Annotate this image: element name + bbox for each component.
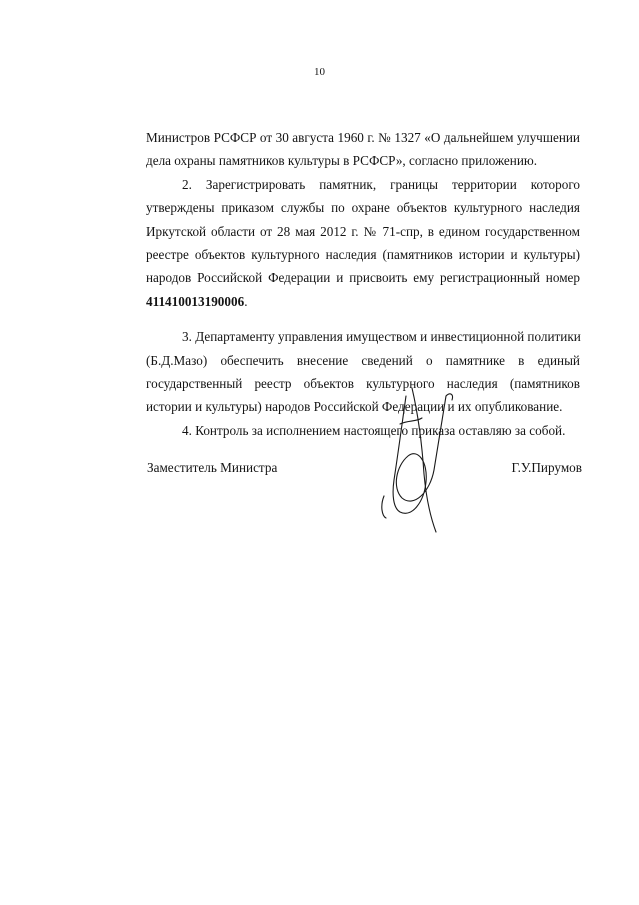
text-line: Иркутской области от 28 мая 2012 г. № 71-спр, в едином государственном — [146, 223, 580, 239]
text-line: народов Российской Федерации и присвоить ему регистрационный номер — [146, 270, 580, 286]
text-line: (Б.Д.Мазо) обеспечить внесение сведений о памятнике в единый — [146, 352, 580, 368]
text-line: государственный реестр объектов культурного наследия (памятников — [146, 376, 580, 392]
paragraph-1 — [146, 126, 580, 173]
text-line: 2. Зарегистрировать памятник, границы территории которого — [182, 176, 580, 192]
text-line: 3. Департаменту управления имуществом и инвестиционной политики — [182, 329, 581, 345]
text-line: Министров РСФСР от 30 августа 1960 г. № 1327 «О дальнейшем улучшении — [146, 130, 580, 145]
text-line: утверждены приказом службы по охране объектов культурного наследия — [146, 200, 580, 216]
paragraph-2 — [146, 173, 580, 313]
text-line: истории и культуры) народов Российской Федерации и их опубликование. — [146, 399, 563, 415]
handwritten-signature — [372, 384, 468, 544]
text-line: дела охраны памятников культуры в РСФСР», согласно приложению. — [146, 153, 538, 169]
page-number: 10 — [314, 66, 325, 78]
signatory-title: Заместитель Министра — [147, 460, 278, 475]
text-line: 4. Контроль за исполнением настоящего приказа оставляю за собой. — [182, 422, 566, 438]
paragraph-4 — [146, 419, 580, 442]
paragraph-3 — [146, 325, 580, 419]
text-line — [146, 290, 580, 313]
signatory-name: Г.У.Пирумов — [511, 460, 582, 475]
text-line: реестре объектов культурного наследия (памятников истории и культуры) — [146, 247, 580, 263]
registration-number: 411410013190006 — [146, 293, 245, 309]
document-body — [146, 126, 580, 442]
registration-number-suffix: . — [244, 293, 248, 309]
